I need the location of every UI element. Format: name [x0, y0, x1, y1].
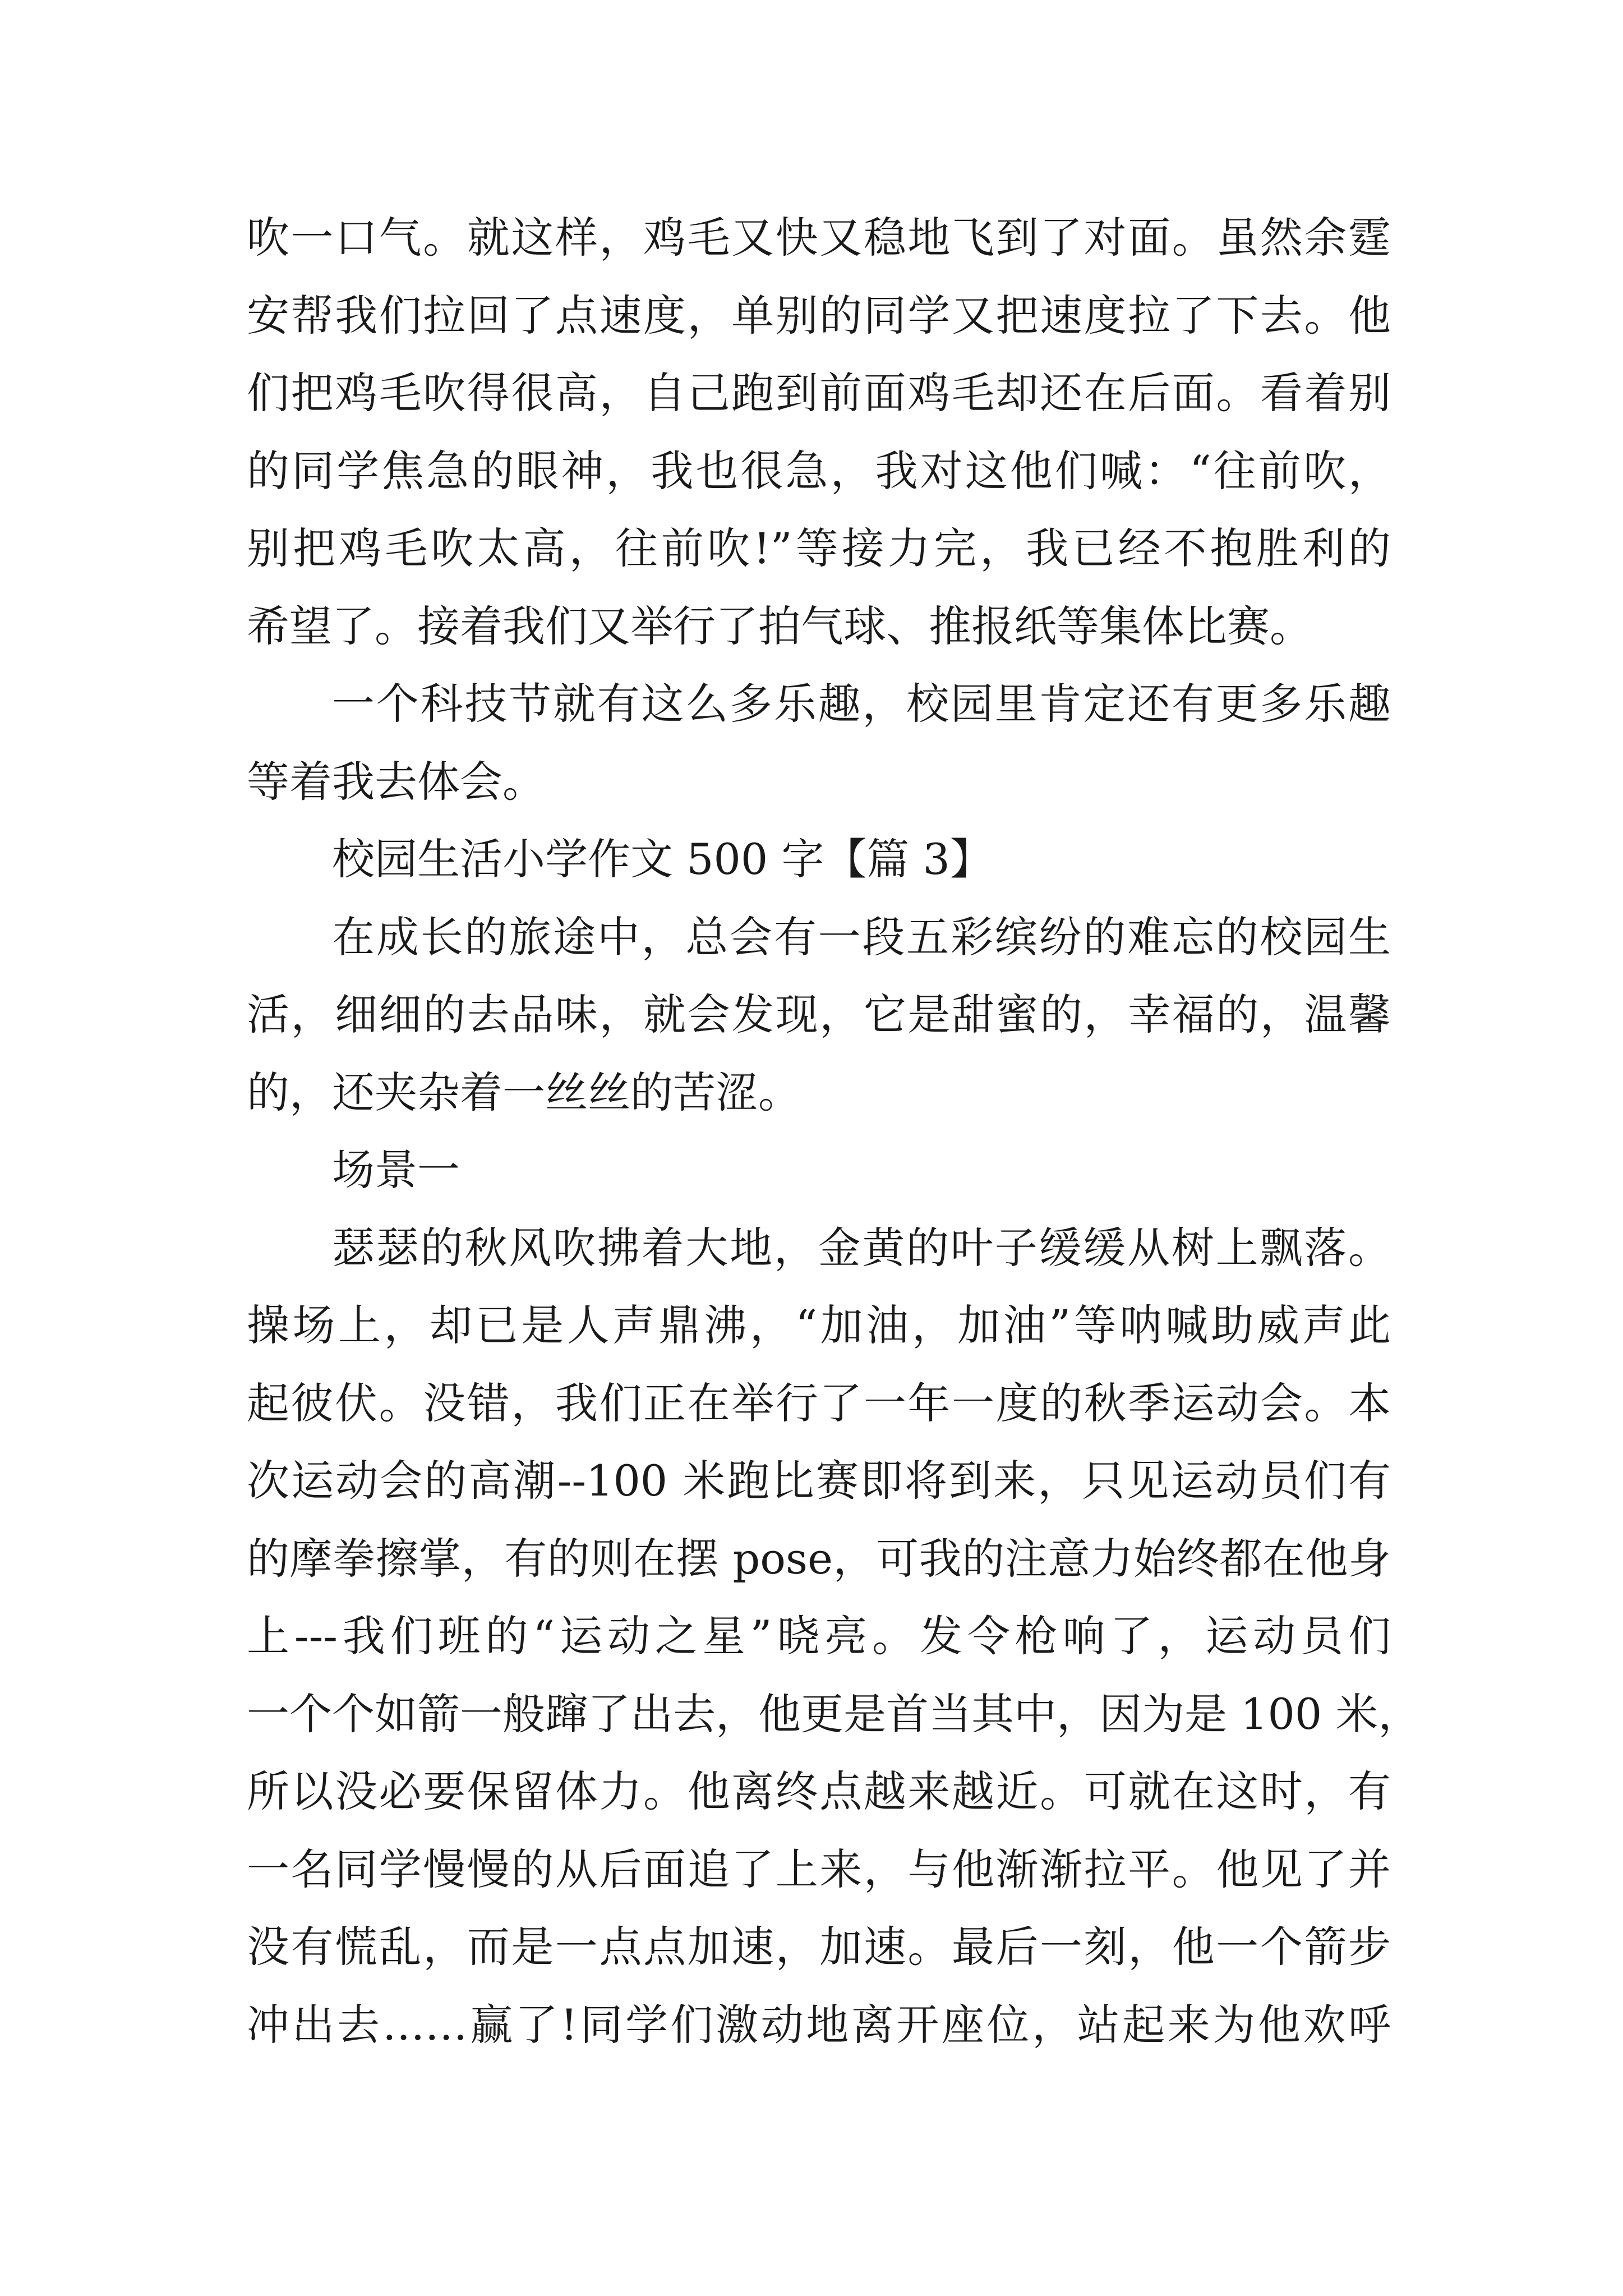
paragraph-start-line: 在成长的旅途中，总会有一段五彩缤纷的难忘的校园生	[332, 912, 1391, 962]
text-line: 一个个如箭一般蹿了出去，他更是首当其中，因为是 100 米，	[247, 1688, 1421, 1739]
section-heading: 校园生活小学作文 500 字【篇 3】	[332, 834, 993, 884]
text-line: 所以没必要保留体力。他离终点越来越近。可就在这时，有	[247, 1766, 1391, 1816]
text-line: 安帮我们拉回了点速度，单别的同学又把速度拉了下去。他	[247, 290, 1391, 341]
text-line: 次运动会的高潮--100 米跑比赛即将到来，只见运动员们有	[247, 1456, 1391, 1506]
paragraph-start-line: 一个科技节就有这么多乐趣，校园里肯定还有更多乐趣	[332, 679, 1391, 729]
text-line: 希望了。接着我们又举行了拍气球、推报纸等集体比赛。	[247, 601, 1312, 651]
text-line: 冲出去……赢了!同学们激动地离开座位，站起来为他欢呼	[247, 1999, 1391, 2050]
text-line: 上---我们班的“运动之星”晓亮。发令枪响了，运动员们	[247, 1611, 1391, 1661]
text-line: 一名同学慢慢的从后面追了上来，与他渐渐拉平。他见了并	[247, 1844, 1391, 1894]
text-line: 的摩拳擦掌，有的则在摆 pose，可我的注意力始终都在他身	[247, 1533, 1391, 1584]
text-line: 的，还夹杂着一丝丝的苦涩。	[247, 1067, 801, 1117]
text-line: 起彼伏。没错，我们正在举行了一年一度的秋季运动会。本	[247, 1378, 1391, 1428]
body-text	[247, 199, 1421, 2064]
text-line: 的同学焦急的眼神，我也很急，我对这他们喊：“往前吹，	[247, 445, 1391, 496]
scene-heading: 场景一	[332, 1145, 460, 1195]
text-line: 活，细细的去品味，就会发现，它是甜蜜的，幸福的，温馨	[247, 990, 1391, 1039]
text-line: 没有慌乱，而是一点点加速，加速。最后一刻，他一个箭步	[247, 1922, 1391, 1972]
text-line: 操场上，却已是人声鼎沸，“加油，加油”等呐喊助威声此	[247, 1300, 1391, 1350]
text-line: 吹一口气。就这样，鸡毛又快又稳地飞到了对面。虽然余霆	[247, 213, 1391, 263]
text-line: 等着我去体会。	[247, 756, 545, 807]
text-line: 别把鸡毛吹太高，往前吹!”等接力完，我已经不抱胜利的	[247, 523, 1391, 573]
text-line: 们把鸡毛吹得很高，自己跑到前面鸡毛却还在后面。看着别	[247, 368, 1391, 418]
paragraph-start-line: 瑟瑟的秋风吹拂着大地，金黄的叶子缓缓从树上飘落。	[332, 1222, 1391, 1273]
